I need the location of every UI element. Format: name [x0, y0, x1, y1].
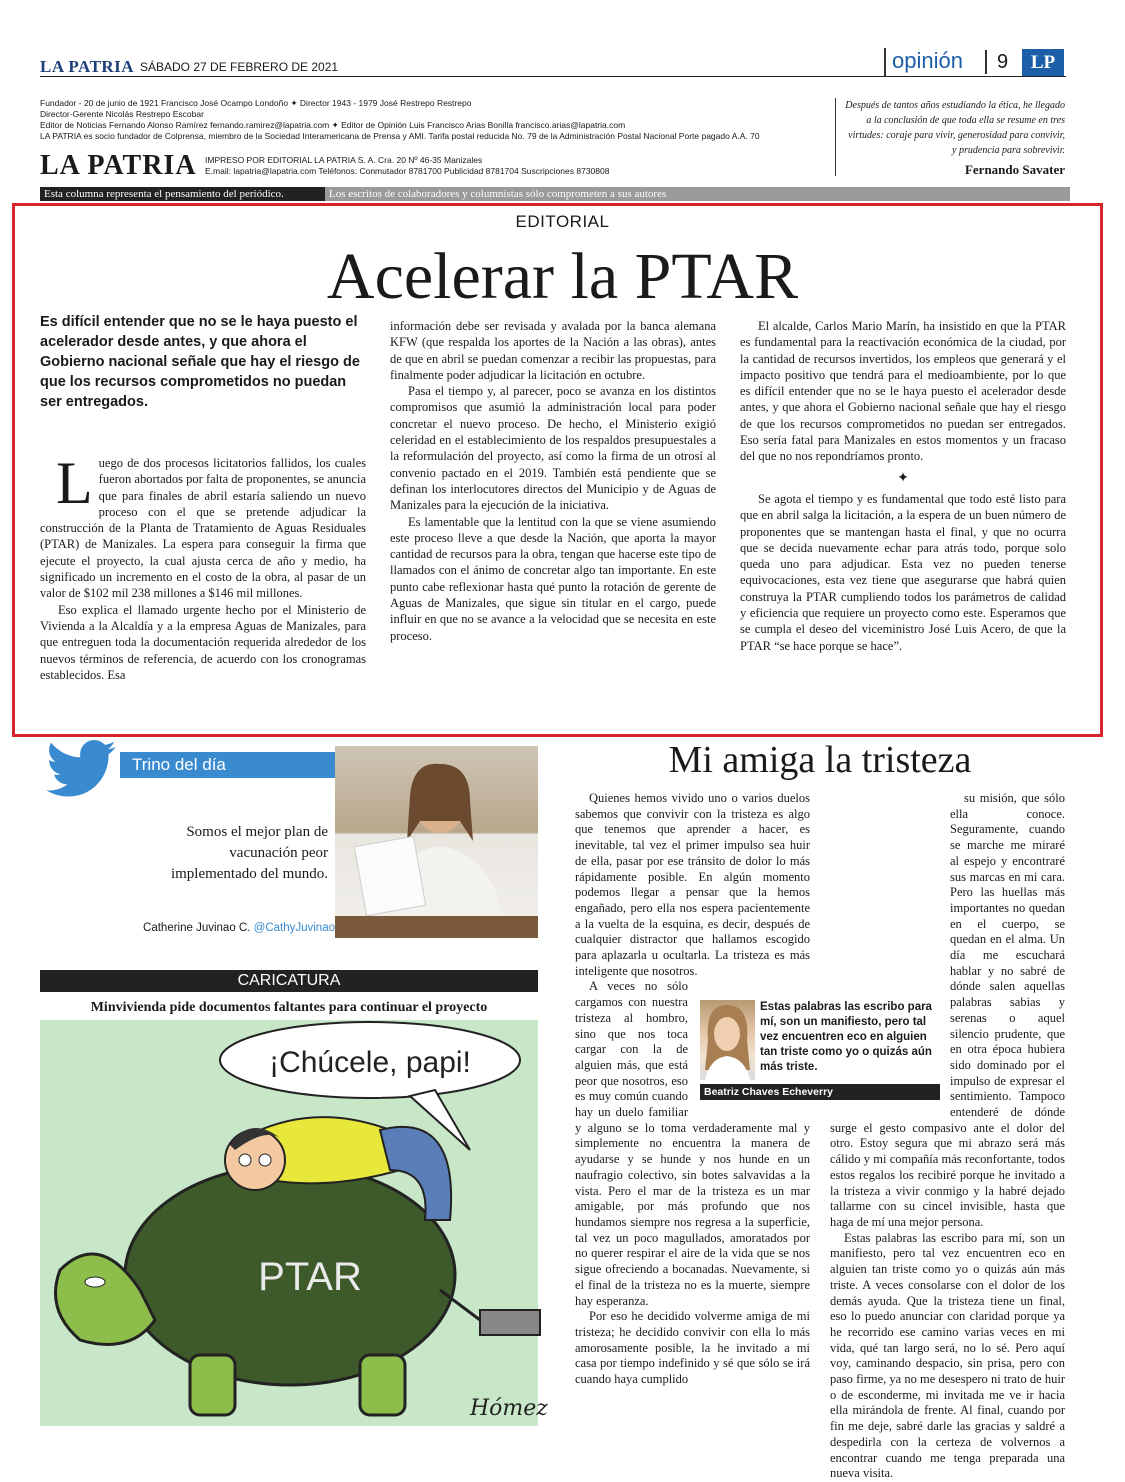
- paragraph: Por eso he decidido volverme amiga de mi tristeza; he decidido convivir con ella lo más amorosamente posible, la he invitado a mi casa por tiempo indefinido y sé que sólo se irá cuando haya cumplido: [575, 1309, 810, 1387]
- printer-line: IMPRESO POR EDITORIAL LA PATRIA S. A. Cra. 20 Nº 46-35 Manizales: [205, 155, 483, 165]
- paragraph-text: uego de dos procesos licitatorios fallidos, los cuales fueron abortados por falta de proponentes, se anuncia que para finales de abril estaría saliendo un nuevo proceso con el que se pretende adjudicar la construcción de la Planta de Tratamiento de Aguas Residuales (PTAR) de Manizales. La espera para conseguir la firma que ejecute el proyecto, la cual ajusta cerca de año y medio, ha significado un incremento en el costo de la obra, al pasar de un valor de $102 mil 238 millones a $146 mil millones.: [40, 456, 366, 601]
- editorial-column-1: [40, 450, 366, 683]
- credits-line: Fundador - 20 de junio de 1921 Francisco José Ocampo Londoño ✦ Director 1943 - 1979 José Restrepo Restrepo: [40, 98, 472, 108]
- cartoon-signature: Hómez: [470, 1396, 548, 1421]
- paragraph: Pasa el tiempo y, al parecer, poco se avanza en los distintos compromisos que asumió la administración local para poder concretar el nuevo proceso. De hecho, el Ministerio exigió celeridad en el establecimiento de los respaldos presupuestales a la reformulación del proyecto, así como la firma de un otrosí al convenio pactado en el 2019. También está pendiente que se definan los interlocutores directos del Municipio y de Aguas de Manizales para la ejecución de la iniciativa.: [390, 384, 716, 513]
- caricatura-subtitle: Minvivienda pide documentos faltantes para continuar el proyecto: [90, 1000, 488, 1015]
- column-text-2: [830, 791, 1065, 1482]
- printer-line: E.mail: lapatria@lapatria.com Teléfonos: Conmutador 8781700 Publicidad 8781704 Suscripciones 8730808: [205, 166, 610, 176]
- pullquote-text: Estas palabras las escribo para mí, son un manifiesto, pero tal vez encuentren eco en alguien tan triste como yo o quizás aún más triste.: [760, 1001, 932, 1073]
- paragraph-text: su misión, que sólo ella conoce. Seguramente, cuando se marche me miraré al espejo y encontraré sus marcas en mi cara. Pero las huellas más importantes no quedan en el cuerpo, se quedan en el alma. Un día me escuchará hablar y no sabré de dónde salen aquellas palabras sabias y serenas o aquel silencio prudente, que en otra época hubiera sido dominado por el impulso de expresar el sentimiento. Tampoco entenderé de dónde surge el gesto compasivo ante el dolor del otro. Estoy segura que mi abrazo será más cálido y mi compañía más reconfortante, todos estos regalos los recibiré porque he invitado a la tristeza a vivir conmigo y la habré dejado tallarme con su cincel invisible, hasta que haga de mí una mejor persona.: [830, 791, 1065, 1229]
- brand-logo: LA PATRIA: [40, 150, 197, 181]
- speech-bubble-text: ¡Chúcele, papi!: [269, 1046, 471, 1079]
- trino-author-name: Catherine Juvinao C.: [143, 922, 251, 934]
- quote-author: Fernando Savater: [964, 162, 1065, 177]
- shell-label: PTAR: [258, 1255, 362, 1299]
- editorial-kicker: EDITORIAL: [515, 212, 610, 231]
- quote-divider: [835, 98, 836, 176]
- credits-line: Editor de Noticias Fernando Alonso Ramírez fernando.ramirez@lapatria.com ✦ Editor de Opinión Luis Francisco Arias Bonilla francisco.arias@lapatria.com: [40, 120, 626, 130]
- paragraph: información debe ser revisada y avalada por la banca alemana KFW (que respalda los aportes de la Nación a las obras), antes de que en abril se puedan comenzar a recibir las propuestas, para finalmente poder adjudicar la licitación en octubre.: [390, 319, 716, 382]
- caricatura-header: CARICATURA: [40, 970, 538, 992]
- trino-handle[interactable]: @CathyJuvinao: [253, 922, 335, 934]
- printer-info: [205, 155, 609, 177]
- trino-author: [140, 922, 335, 934]
- trino-text: Somos el mejor plan de vacunación peor implementado del mundo.: [170, 824, 328, 882]
- section-tag: opinión: [884, 48, 963, 76]
- quote-text: Después de tantos años estudiando la ética, he llegado a la conclusión de que toda ella se resume en tres virtudes: coraje para vivir, generosidad para convivir, y prudencia para sobrevivir.: [845, 100, 1065, 156]
- paragraph: Es lamentable que la lentitud con la que se viene asumiendo este proceso lleve a que desde la Nación, que aporta la mayor cantidad de recursos para la obra, tengan que hacerse este tipo de llamados con el ánimo de concretar algo tan importante. En este punto cabe reflexionar hasta qué punto la rotación de gerente de Aguas de Manizales, que sigue sin titular en el cargo, puede influir en que no se avance a la velocidad que se necesita en este proceso.: [390, 514, 716, 643]
- paragraph: Se agota el tiempo y es fundamental que todo esté listo para que en abril salga la licitación, a la espera de un buen número de proponentes que se mantengan hasta el final, y que no ocurra que se decida nuevamente echar para atrás todo, porque solo queda uno para adjudicar. Esta vez no pueden tenerse equivocaciones, esta vez tiene que asegurarse que habrá quien construya la PTAR cumpliendo todos los parámetros de calidad y eficiencia que requiere un proyecto como este. Esperamos que se cumpla el deseo del viceministro José Luis Acero, de que la PTAR “se hace porque se hace”.: [740, 491, 1066, 653]
- page-number: 9: [985, 50, 1008, 74]
- portrait-illustration: [335, 746, 538, 938]
- disclaimer-right: Los escritos de colaboradores y columnistas sólo comprometen a sus autores: [325, 187, 1070, 201]
- masthead-rule: [40, 76, 1066, 77]
- man-head: [225, 1130, 285, 1190]
- dropcap: L: [56, 450, 93, 516]
- credits-line: LA PATRIA es socio fundador de Colprensa, miembro de la Sociedad Interamericana de Prensa y AMI. Tarifa postal reducida No. 79 de la Administración Postal Nacional Porte pagado A.A. 70: [40, 131, 760, 141]
- paragraph: Quienes hemos vivido uno o varios duelos sabemos que convivir con la tristeza es algo que tenemos que aprender a hacer, es inevitable, tal vez el primer impulso sea huir de ella, pasar por ese tránsito de dolor lo más rápidamente posible. En algún momento podemos llegar a pensar que la hemos engañado, pero ella nos espera pacientemente a la vuelta de la esquina, es decir, después de cualquier distractor que hallamos escogido para aplazarla u ocultarla. La tristeza es más inteligente que nosotros.: [575, 791, 810, 978]
- author-photo: [700, 1000, 755, 1080]
- credits-block: [40, 98, 800, 142]
- paragraph: Estas palabras las escribo para mí, son un manifiesto, pero tal vez encuentren eco en alguien tan triste como yo o quizás aún más triste. A veces consolarse con el dolor de los demás ayuda. Que la tristeza tiene un final, eso lo puedo anunciar con claridad porque ya he recorrido ese camino varias veces en mi vida, qué tan largo será, no lo sé. Pero aquí voy, caminando despacio, sin prisa, pero con paso firme, ya no me desespero ni trato de huir o de esconderme, mi invitada me ve ir hacia ella mirándola de frente. Al final, cuando por fin me deje, sabré darle las gracias y saldré a despedirla con la certeza de volvernos a encontrar cuando me tenga preparada una nueva visita.: [830, 1230, 1065, 1481]
- twitter-bird-icon: [45, 740, 117, 798]
- editorial-column-2: [390, 318, 716, 644]
- disclaimer-left: Esta columna representa el pensamiento del periódico.: [40, 187, 325, 201]
- caricatura-image: [40, 1020, 548, 1426]
- cartoon-illustration: [40, 1020, 548, 1426]
- paragraph-text: A veces no sólo cargamos con nuestra tristeza al hombro, sino que nos toca cargar con la de alguien más, que está peor que nosotros, eso es muy común cuando hay un duelo familiar y alguno se lo toma verdaderamente mal y simplemente no encuentra la manera de ayudarse y se hunde y nos hunde en un naufragio colectivo, sin botes salvavidas a la vista. Pero el mar de la tristeza es un mar amigable, por más profundo que nos hundamos siempre nos regresa a la superficie, tal vez un poco magullados, amoratados por no querer respirar el aire de la vida que se nos sigue ofreciendo a bocanadas. Nuevamente, si el final de la tristeza no es la muerte, siempre hay esperanza.: [575, 979, 810, 1308]
- editorial-title: Acelerar la PTAR: [326, 240, 799, 313]
- trino-label: Trino del día: [120, 752, 335, 778]
- hand-sleeve: [480, 1310, 540, 1335]
- credits-line: Director-Gerente Nicolás Restrepo Escobar: [40, 109, 204, 119]
- paragraph: Eso explica el llamado urgente hecho por el Ministerio de Vivienda a la Alcaldía y a la empresa Aguas de Manizales, para que entreguen toda la documentación requerida alrededor de los nuevos términos de referencia, de acuerdo con los cronogramas establecidos. Esa: [40, 602, 366, 682]
- editorial-column-3: [740, 318, 1066, 654]
- author-portrait: [700, 1000, 755, 1080]
- masthead-logo: LA PATRIA: [40, 57, 135, 76]
- paragraph: [40, 450, 366, 602]
- masthead-date: SÁBADO 27 DE FEBRERO DE 2021: [140, 60, 339, 74]
- column-title: Mi amiga la tristeza: [668, 739, 972, 781]
- editorial-lead: Es difícil entender que no se le haya puesto el acelerador desde antes, y que ahora el Gobierno nacional señale que hay el riesgo de que los recursos comprometidos no puedan ser entregados.: [40, 314, 360, 410]
- section-divider: ✦: [897, 470, 909, 486]
- lp-logo: LP: [1022, 49, 1064, 77]
- paragraph: El alcalde, Carlos Mario Marín, ha insistido en que la PTAR es fundamental para la reactivación económica de la ciudad, por la cantidad de recursos invertidos, los empleos que generará y el impacto positivo que tendrá para el medioambiente, por lo que es difícil entender que no se le haya puesto el acelerador desde antes, y que ahora el Gobierno nacional señale que hay el riesgo de que los recursos comprometidos no puedan ser entregados. Eso sería fatal para Manizales en estos momentos y un fracaso del que no nos repondríamos pronto.: [740, 319, 1066, 464]
- trino-author-photo: [335, 746, 538, 938]
- column-author: Beatriz Chaves Echeverry: [700, 1084, 940, 1100]
